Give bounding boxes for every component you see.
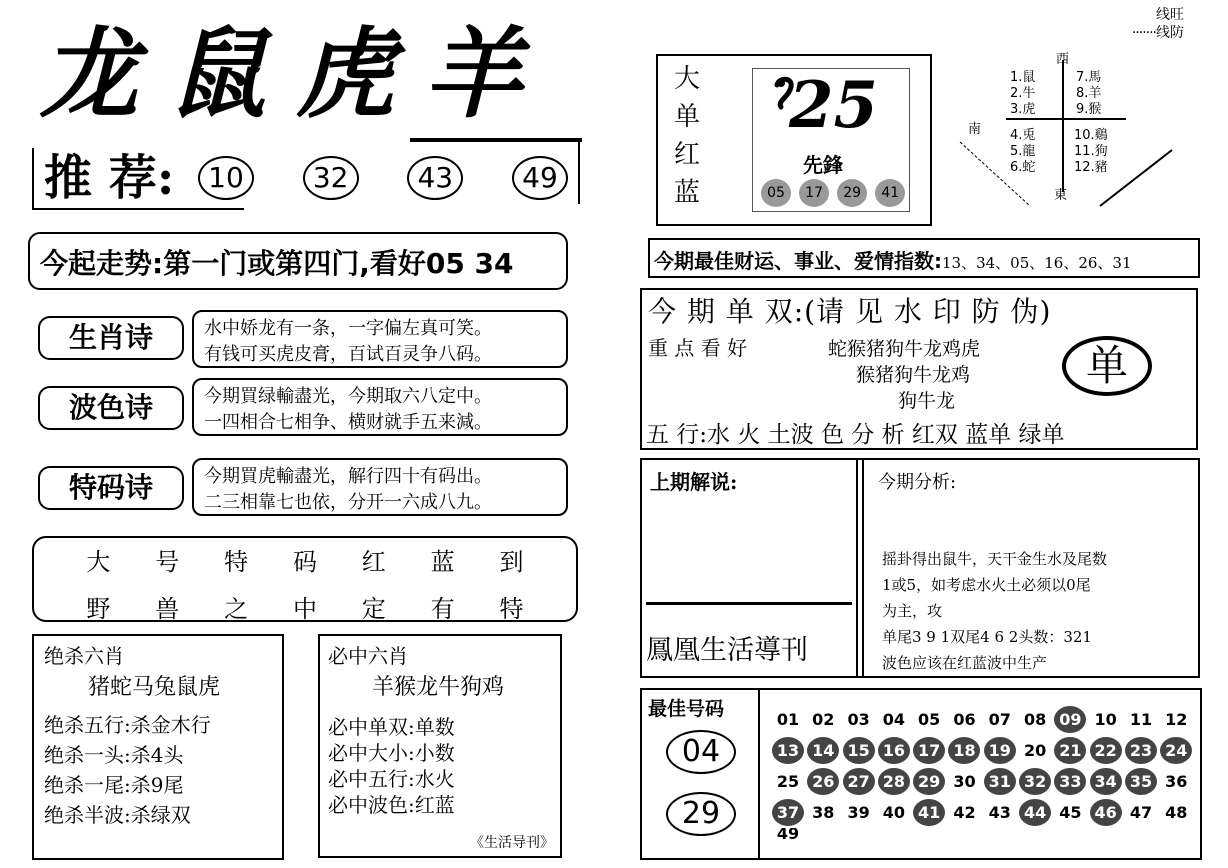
grid-number: 02 [812,710,835,729]
poem-label: 波色诗 [68,391,153,424]
vertical-text: 大 单 红 蓝 [674,64,701,208]
grid-number: 24 [1160,737,1192,764]
must-row: 必中五行:水火 [328,767,455,791]
best-number: 04 [666,730,736,774]
analysis-line: 1或5，如考虑水火土必须以0尾 [882,576,1091,594]
pioneer-ball: 41 [875,179,905,207]
pioneer-ball: 17 [799,179,829,207]
grid-number: 42 [953,803,976,822]
magazine-title: 鳳凰生活導刊 [646,635,808,666]
analysis-line: 单尾3 9 1双尾4 6 2头数：321 [882,628,1092,646]
grid-number: 45 [1059,803,1082,822]
grid-number: 12 [1165,710,1188,729]
riddle-char: 之 [224,595,249,623]
riddle-char: 有 [430,595,455,623]
grid-number: 17 [913,737,945,764]
number-grid [772,704,1196,840]
riddle-char: 中 [292,595,317,623]
grid-number: 46 [1090,799,1122,826]
riddle-char: 兽 [155,595,180,623]
single-badge: 单 [1062,336,1152,396]
poem-line: 水中娇龙有一条，一字偏左真可笑。 [204,318,492,339]
must-title: 必中六肖 [328,644,408,668]
poem-line: 一四相合七相争、横财就手五来減。 [204,412,492,433]
grid-number: 14 [807,737,839,764]
grid-number: 33 [1054,768,1086,795]
poem-label-box [38,316,184,360]
trend-box [28,232,568,290]
grid-row [772,735,1196,766]
analysis-line: 为主，攻 [882,602,943,620]
grid-number: 39 [847,803,870,822]
riddle-row [34,589,576,624]
pioneer-number: 25 [789,68,879,143]
oddeven-box [640,288,1198,450]
recommend-right-rule [578,142,580,204]
kill-zodiacs: 猪蛇马兔鼠虎 [88,675,221,700]
kill-row: 绝杀半波:杀绿双 [44,803,191,827]
fortune-numbers: 13、34、05、16、26、31 [942,254,1132,272]
five-elements: 五 行:水 火 土波 色 分 析 红双 蓝单 绿单 [646,422,1065,448]
grid-number: 11 [1129,710,1153,729]
column-divider [856,460,864,676]
recommend-number: 32 [303,156,359,200]
grid-number: 20 [1023,741,1047,760]
grid-number: 38 [812,803,835,822]
riddle-char: 定 [361,595,386,623]
poem-shengxiao [28,310,568,368]
recommend-number: 49 [512,156,568,200]
pioneer-balls [761,179,908,207]
compass-diagonals [950,128,1180,218]
poem-bose [28,378,568,436]
grid-number: 43 [988,803,1011,822]
focus-line: 猴猪狗牛龙鸡 [856,364,971,386]
grid-number: 09 [1054,706,1086,733]
grid-number: 26 [807,768,839,795]
compass-horizontal-rule [1006,118,1126,120]
pioneer-label: 先鋒 [803,153,843,177]
pioneer-ball: 29 [837,179,867,207]
analysis-lines [882,546,1107,676]
grid-number: 28 [878,768,910,795]
compass-bottom-right: 10.鷄 11.狗 12.豬 [1074,128,1108,175]
grid-number: 34 [1090,768,1122,795]
poem-label-box [38,466,184,510]
grid-number: 29 [913,768,945,795]
riddle-box [32,536,578,622]
analysis-title: 今期分析: [878,472,957,493]
grid-number: 40 [882,803,906,822]
recommend-bottom-rule [32,208,244,210]
fortune-box [648,238,1200,278]
grid-number: 21 [1054,737,1086,764]
grid-number: 31 [984,768,1016,795]
grid-row [772,704,1196,735]
kill-row: 绝杀五行:杀金木行 [44,713,211,737]
fortune-line [654,245,1132,274]
grid-row [772,797,1196,828]
grid-number: 23 [1125,737,1157,764]
last-divider [646,602,852,605]
must-box [318,634,562,858]
poem-text-box [192,378,568,436]
analysis-line: 波色应该在红蓝波中生产 [882,654,1048,672]
riddle-char: 特 [499,595,524,623]
grid-number: 06 [953,710,976,729]
poem-tema [28,458,568,516]
riddle-char: 特 [224,548,249,576]
grid-number: 04 [882,710,906,729]
line-note: 线旺 [1156,7,1184,23]
recommend-number: 10 [198,156,254,200]
grid-number: 32 [1019,768,1051,795]
poem-label: 生肖诗 [68,321,153,354]
riddle-char: 红 [361,548,386,576]
focus-line: 狗牛龙 [898,390,956,412]
grid-number: 07 [988,710,1011,729]
grid-number: 08 [1023,710,1047,729]
grid-number: 37 [772,799,804,826]
pioneer-box [656,54,932,226]
poem-label-box [38,386,184,430]
analysis-line: 摇卦得出鼠牛，天干金生水及尾数 [882,550,1108,568]
grid-number: 05 [918,710,941,729]
riddle-char: 码 [292,548,317,576]
compass-bottom-left: 4.兎 5.龍 6.蛇 [1010,128,1036,175]
source-label: 《生活导刊》 [470,835,554,851]
line-note: ·······线防 [1131,25,1184,41]
compass-top-left: 1.鼠 2.牛 3.虎 [1010,70,1036,117]
poem-line: 有钱可买虎皮膏，百试百灵争八码。 [204,344,492,365]
focus-label: 重 点 看 好 [648,336,748,360]
poem-line: 二三相靠七也依，分开一六成八九。 [204,492,492,513]
poem-line: 今期買绿輸盡光，今期取六八定中。 [204,386,492,407]
recommend-top-rule [410,138,582,142]
recommend-number: 43 [407,156,463,200]
poem-label: 特码诗 [68,471,153,504]
kill-title: 绝杀六肖 [44,644,124,668]
grid-number: 30 [953,772,976,791]
kill-row: 绝杀一头:杀4头 [44,743,184,767]
riddle-char: 野 [86,595,111,623]
grid-number: 41 [913,799,945,826]
grid-number: 22 [1090,737,1122,764]
recommend-numbers [198,156,568,200]
poem-line: 今期買虎輸盡光，解行四十有码出。 [204,466,492,487]
riddle-char: 到 [499,548,524,576]
compass-south: 南 [968,122,982,137]
fortune-label: 今期最佳财运、事业、爱情指数: [654,249,942,273]
grid-number: 03 [847,710,870,729]
grid-number: 10 [1094,710,1117,729]
grid-number: 48 [1165,803,1188,822]
must-row: 必中波色:红蓝 [328,793,455,817]
kill-row: 绝杀一尾:杀9尾 [44,773,184,797]
grid-number: 18 [948,737,980,764]
analysis-box [640,458,1200,678]
grid-number: 01 [776,710,800,729]
compass [950,48,1180,218]
grid-number: 36 [1165,772,1188,791]
riddle-char: 蓝 [430,548,455,576]
grid-number: 35 [1125,768,1157,795]
grid-number: 13 [772,737,804,764]
grid-number: 16 [878,737,910,764]
compass-east: 東 [1054,188,1068,203]
last-title: 上期解说: [650,470,738,494]
riddle-char: 大 [86,548,111,576]
must-zodiacs: 羊猴龙牛狗鸡 [372,675,505,700]
pioneer-ball: 05 [761,179,791,207]
grid-number: 25 [776,772,800,791]
grid-number: 47 [1129,803,1153,822]
main-title: 龙鼠虎羊 [40,17,553,132]
grid-row [772,766,1196,797]
grid-number: 49 [776,828,800,840]
best-label: 最佳号码 [648,698,725,720]
pioneer-panel [752,68,910,212]
grid-divider [758,690,764,858]
recommend-label: 推 荐: [44,150,175,206]
poem-text-box [192,458,568,516]
focus-line: 蛇猴猪狗牛龙鸡虎 [828,338,981,360]
best-number: 29 [666,792,736,836]
kill-rows [44,710,211,830]
poem-text-box [192,310,568,368]
riddle-char: 号 [155,548,180,576]
grid-row [772,828,1196,840]
grid-number: 44 [1019,799,1051,826]
oddeven-title: 今 期 单 双:(请 见 水 印 防 伪) [648,295,1052,328]
must-row: 必中大小:小数 [328,741,455,765]
trend-text: 今起走势:第一门或第四门,看好05 34 [40,247,514,280]
compass-west: 西 [1056,52,1070,67]
riddle-row [34,542,576,577]
recommend-left-rule [32,148,34,210]
best-box [640,688,1202,860]
grid-number: 15 [843,737,875,764]
must-row: 必中单双:单数 [328,715,455,739]
compass-top-right: 7.馬 8.羊 9.猴 [1076,70,1102,117]
kill-box [32,634,284,860]
grid-number: 27 [843,768,875,795]
must-rows [328,714,455,818]
grid-number: 19 [984,737,1016,764]
line-notes [1120,6,1184,42]
